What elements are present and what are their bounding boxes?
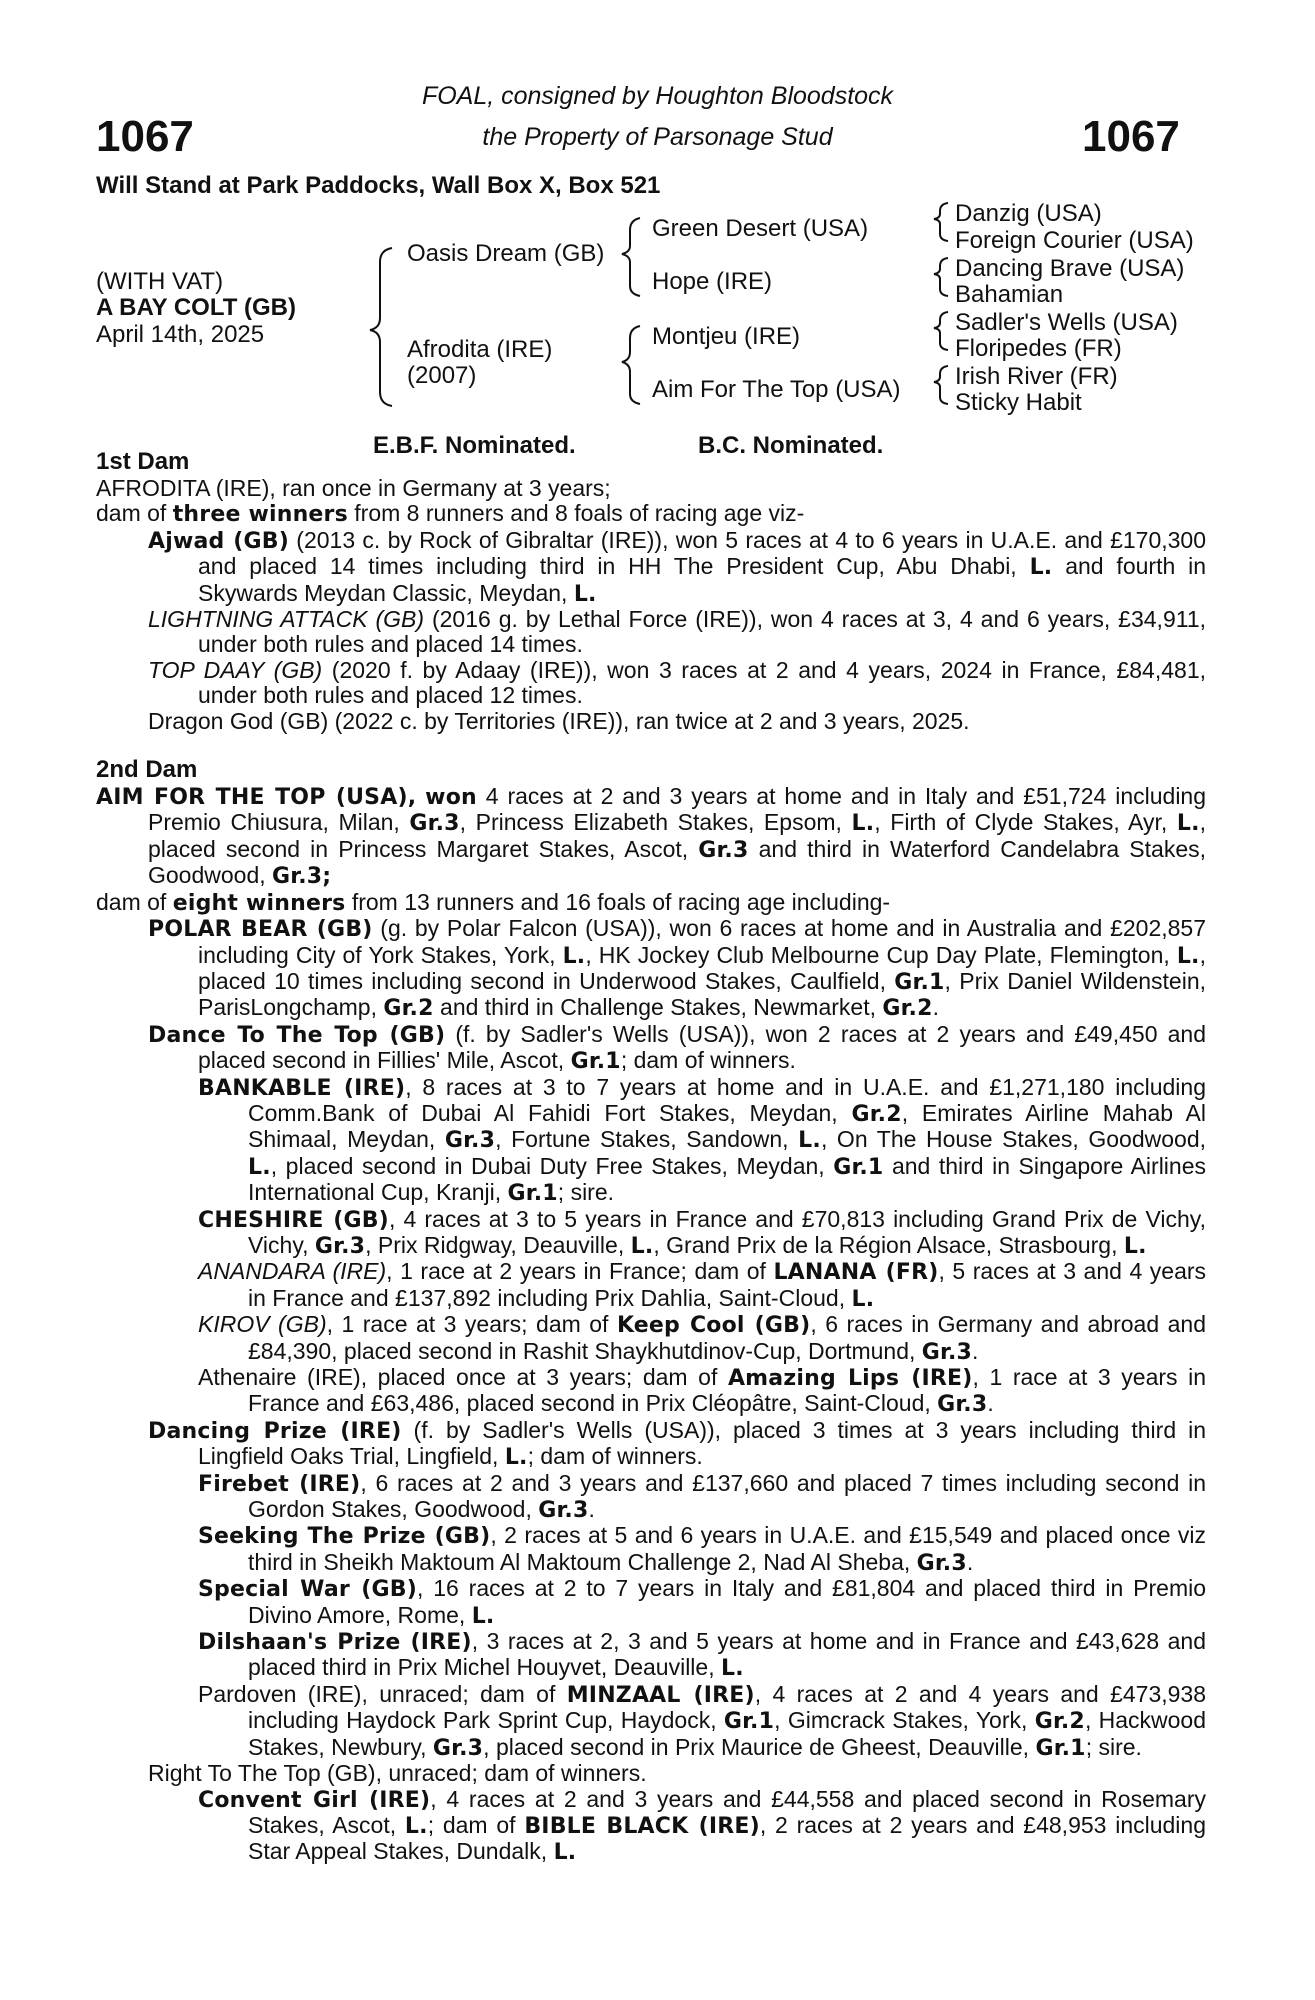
gg-7: Irish River (FR) [955, 363, 1118, 390]
first-dam-intro: AFRODITA (IRE), ran once in Germany at 3 years; [96, 475, 611, 501]
dam: Afrodita (IRE) [407, 336, 553, 363]
produce-dance-to-the-top: Dance To The Top (GB) (f. by Sadler's Wells (USA)), won 2 races at 2 years and £49,450 and placed second in Fillies' Mile, Ascot, Gr.1; dam of winners. [148, 1020, 1206, 1075]
ebf-nomination: E.B.F. Nominated. [373, 432, 576, 459]
sire-sire: Green Desert (USA) [652, 215, 869, 242]
first-dam-produce-summary: dam of three winners from 8 runners and 8 foals of racing age viz- [96, 500, 805, 528]
consignment-line-1: FOAL, consigned by Houghton Bloodstock [421, 82, 894, 110]
produce-polar-bear: POLAR BEAR (GB) (g. by Polar Falcon (USA)), won 6 races at home and in Australia and £202,857 including City of York Stakes, York, L., HK Jockey Club Melbourne Cup Day Plate, Flemington, L., placed 10 times including second in Underwood Stakes, Caulfield, Gr.1, Prix Daniel Wildenstein, ParisLongchamp, Gr.2 and third in Challenge Stakes, Newmarket, Gr.2. [148, 915, 1207, 1022]
produce-athenaire: Athenaire (IRE), placed once at 3 years; dam of Amazing Lips (IRE), 1 race at 3 years in France and £63,486, placed second in Prix Cléopâtre, Saint-Cloud, Gr.3. [198, 1364, 1207, 1418]
produce-top-daay: TOP DAAY (GB) (2020 f. by Adaay (IRE)), won 3 races at 2 and 4 years, 2024 in France, £84,481, under both rules and placed 12 times. [148, 656, 1207, 709]
gg-6: Floripedes (FR) [955, 335, 1122, 362]
gg-8: Sticky Habit [955, 389, 1082, 416]
first-dam-heading: 1st Dam [96, 448, 190, 475]
second-dam-heading: 2nd Dam [96, 756, 198, 784]
dam-dam: Aim For The Top (USA) [652, 376, 901, 403]
second-dam-record: AIM FOR THE TOP (USA), won 4 races at 2 and 3 years at home and in Italy and £51,724 including Premio Chiusura, Milan, Gr.3, Princess Elizabeth Stakes, Epsom, L., Firth of Clyde Stakes, Ayr, L., placed second in Princess Margaret Stakes, Ascot, Gr.3 and third in Waterford Candelabra Stakes, Goodwood, Gr.3; [96, 783, 1207, 890]
dam-year: (2007) [407, 362, 477, 389]
produce-firebet: Firebet (IRE), 6 races at 2 and 3 years and £137,660 and placed 7 times including second in Gordon Stakes, Goodwood, Gr.3. [198, 1469, 1206, 1524]
produce-lightning-attack: LIGHTNING ATTACK (GB) (2016 g. by Lethal Force (IRE)), won 4 races at 3, 4 and 6 years, £34,911, under both rules and placed 14 times. [148, 606, 1206, 658]
sire-dam: Hope (IRE) [652, 268, 773, 295]
brace-montjeu [934, 312, 948, 350]
produce-ajwad: Ajwad (GB) (2013 c. by Rock of Gibraltar (IRE)), won 5 races at 4 to 6 years in U.A.E. and £170,300 and placed 14 times including third in HH The President Cup, Abu Dhabi, L. and fourth in Skywards Meydan Classic, Meydan, L. [148, 526, 1207, 607]
gg-2: Foreign Courier (USA) [955, 227, 1194, 254]
bc-nomination: B.C. Nominated. [698, 432, 884, 459]
consignment-line-2: the Property of Parsonage Stud [482, 123, 833, 151]
produce-kirov: KIROV (GB), 1 race at 3 years; dam of Keep Cool (GB), 6 races in Germany and abroad and £84,390, placed second in Rashit Shaykhutdinov-Cup, Dortmund, Gr.3. [198, 1311, 1206, 1365]
produce-dilshaans-prize: Dilshaan's Prize (IRE), 3 races at 2, 3 and 5 years at home and in France and £43,628 and placed third in Prix Michel Houyvet, Deauville, L. [198, 1628, 1206, 1682]
gg-3: Dancing Brave (USA) [955, 255, 1185, 282]
produce-dragon-god: Dragon God (GB) (2022 c. by Territories (IRE)), ran twice at 2 and 3 years, 2025. [148, 707, 970, 734]
produce-special-war: Special War (GB), 16 races at 2 to 7 years in Italy and £81,804 and placed third in Premio Divino Amore, Rome, L. [198, 1575, 1207, 1629]
produce-bankable: BANKABLE (IRE), 8 races at 3 to 7 years at home and in U.A.E. and £1,271,180 including Comm.Bank of Dubai Al Fahidi Fort Stakes, Meydan, Gr.2, Emirates Airline Mahab Al Shimaal, Meydan, Gr.3, Fortune Stakes, Sandown, L., On The House Stakes, Goodwood, L., placed second in Dubai Duty Free Stakes, Meydan, Gr.1 and third in Singapore Airlines International Cup, Kranji, Gr.1; sire. [198, 1073, 1207, 1207]
foaling-date: April 14th, 2025 [96, 321, 265, 348]
gg-5: Sadler's Wells (USA) [955, 309, 1178, 336]
produce-dancing-prize: Dancing Prize (IRE) (f. by Sadler's Wells (USA)), placed 3 times at 3 years including third in Lingfield Oaks Trial, Lingfield, L.; dam of winners. [148, 1416, 1206, 1471]
brace-subject [370, 248, 392, 406]
produce-convent-girl: Convent Girl (IRE), 4 races at 2 and 3 years and £44,558 and placed second in Rosemary Stakes, Ascot, L.; dam of BIBLE BLACK (IRE), 2 races at 2 years and £48,953 including Star Appeal Stakes, Dundalk, L. [198, 1785, 1207, 1866]
produce-right-to-the-top: Right To The Top (GB), unraced; dam of winners. [148, 1760, 647, 1787]
catalogue-text [96, 448, 1206, 1866]
sire: Oasis Dream (GB) [407, 240, 605, 267]
brace-sire [622, 218, 640, 296]
brace-hope [934, 258, 948, 296]
vat-note: (WITH VAT) [96, 268, 224, 295]
brace-green-desert [934, 203, 948, 241]
produce-seeking-the-prize: Seeking The Prize (GB), 2 races at 5 and 6 years in U.A.E. and £15,549 and placed once viz third in Sheikh Maktoum Al Maktoum Challenge 2, Nad Al Sheba, Gr.3. [198, 1522, 1206, 1576]
lot-number-right: 1067 [1082, 112, 1180, 161]
stand-location: Will Stand at Park Paddocks, Wall Box X, Box 521 [96, 172, 661, 199]
brace-dam [622, 326, 640, 404]
produce-cheshire: CHESHIRE (GB), 4 races at 3 to 5 years in France and £70,813 including Grand Prix de Vichy, Vichy, Gr.3, Prix Ridgway, Deauville, L., Grand Prix de la Région Alsace, Strasbourg, L. [198, 1205, 1206, 1259]
brace-aim-for-the-top [934, 366, 948, 404]
produce-anandara: ANANDARA (IRE), 1 race at 2 years in France; dam of LANANA (FR), 5 races at 3 and 4 years in France and £137,892 including Prix Dahlia, Saint-Cloud, L. [198, 1258, 1207, 1312]
pedigree-braces [0, 0, 1315, 440]
dam-sire: Montjeu (IRE) [652, 323, 801, 350]
second-dam-produce-summary: dam of eight winners from 13 runners and 16 foals of racing age including- [96, 888, 891, 916]
lot-number-left: 1067 [96, 112, 194, 161]
produce-pardoven: Pardoven (IRE), unraced; dam of MINZAAL (IRE), 4 races at 2 and 4 years and £473,938 including Haydock Park Sprint Cup, Haydock, Gr.1, Gimcrack Stakes, York, Gr.2, Hackwood Stakes, Newbury, Gr.3, placed second in Prix Maurice de Gheest, Deauville, Gr.1; sire. [198, 1680, 1207, 1761]
gg-1: Danzig (USA) [955, 200, 1102, 227]
subject-name: A BAY COLT (GB) [96, 294, 297, 321]
gg-4: Bahamian [955, 281, 1064, 308]
